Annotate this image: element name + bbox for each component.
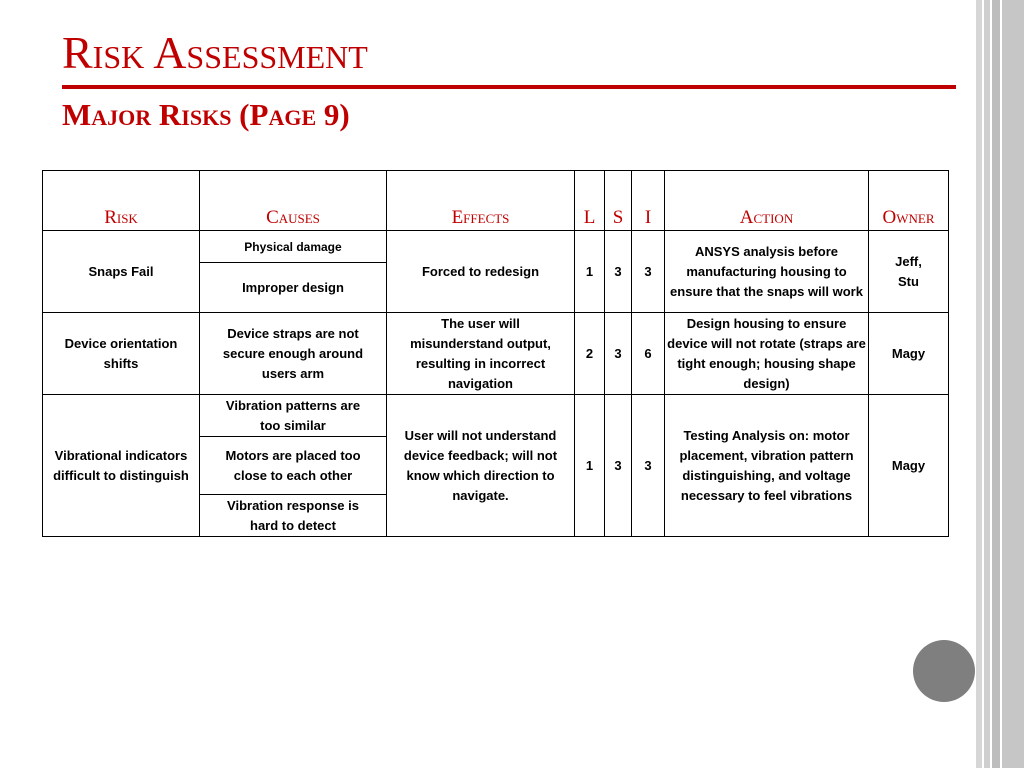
likelihood-cell: 2 [575,313,605,395]
owner-cell: Magy [869,395,949,537]
header-likelihood: L [575,171,605,231]
action-cell: Design housing to ensure device will not rotate (straps are tight enough; housing shape design) [665,313,869,395]
owner-cell: Jeff, Stu [869,231,949,313]
table-row [43,313,949,395]
action-cell: ANSYS analysis before manufacturing housing to ensure that the snaps will work [665,231,869,313]
table-header-row [43,171,949,231]
cause-cell: Motors are placed too close to each other [200,437,387,495]
action-cell: Testing Analysis on: motor placement, vibration pattern distinguishing, and voltage necessary to feel vibrations [665,395,869,537]
title-divider [62,85,956,89]
header-effects: Effects [387,171,575,231]
header-causes: Causes [200,171,387,231]
slide-subtitle: Major Risks (Page 9) [62,97,350,132]
likelihood-cell: 1 [575,395,605,537]
effects-cell: User will not understand device feedback; will not know which direction to navigate. [387,395,575,537]
header-impact: I [632,171,665,231]
impact-cell: 3 [632,231,665,313]
risk-cell: Device orientation shifts [43,313,200,395]
decor-circle [913,640,975,702]
cause-cell: Vibration patterns are too similar [200,395,387,437]
owner-cell: Magy [869,313,949,395]
effects-cell: The user will misunderstand output, resulting in incorrect navigation [387,313,575,395]
cause-cell: Physical damage [200,231,387,263]
severity-cell: 3 [605,313,632,395]
cause-cell: Improper design [200,263,387,313]
table-row [43,395,949,437]
risk-cell: Snaps Fail [43,231,200,313]
severity-cell: 3 [605,231,632,313]
impact-cell: 3 [632,395,665,537]
header-action: Action [665,171,869,231]
risk-table [42,170,949,537]
risk-cell: Vibrational indicators difficult to distinguish [43,395,200,537]
header-risk: Risk [43,171,200,231]
severity-cell: 3 [605,395,632,537]
decor-stripe [992,0,1000,768]
likelihood-cell: 1 [575,231,605,313]
decor-stripe [1002,0,1024,768]
impact-cell: 6 [632,313,665,395]
header-severity: S [605,171,632,231]
cause-cell: Vibration response is hard to detect [200,495,387,537]
header-owner: Owner [869,171,949,231]
table-row [43,231,949,263]
slide-title: Risk Assessment [62,27,368,78]
cause-cell: Device straps are not secure enough around users arm [200,313,387,395]
effects-cell: Forced to redesign [387,231,575,313]
